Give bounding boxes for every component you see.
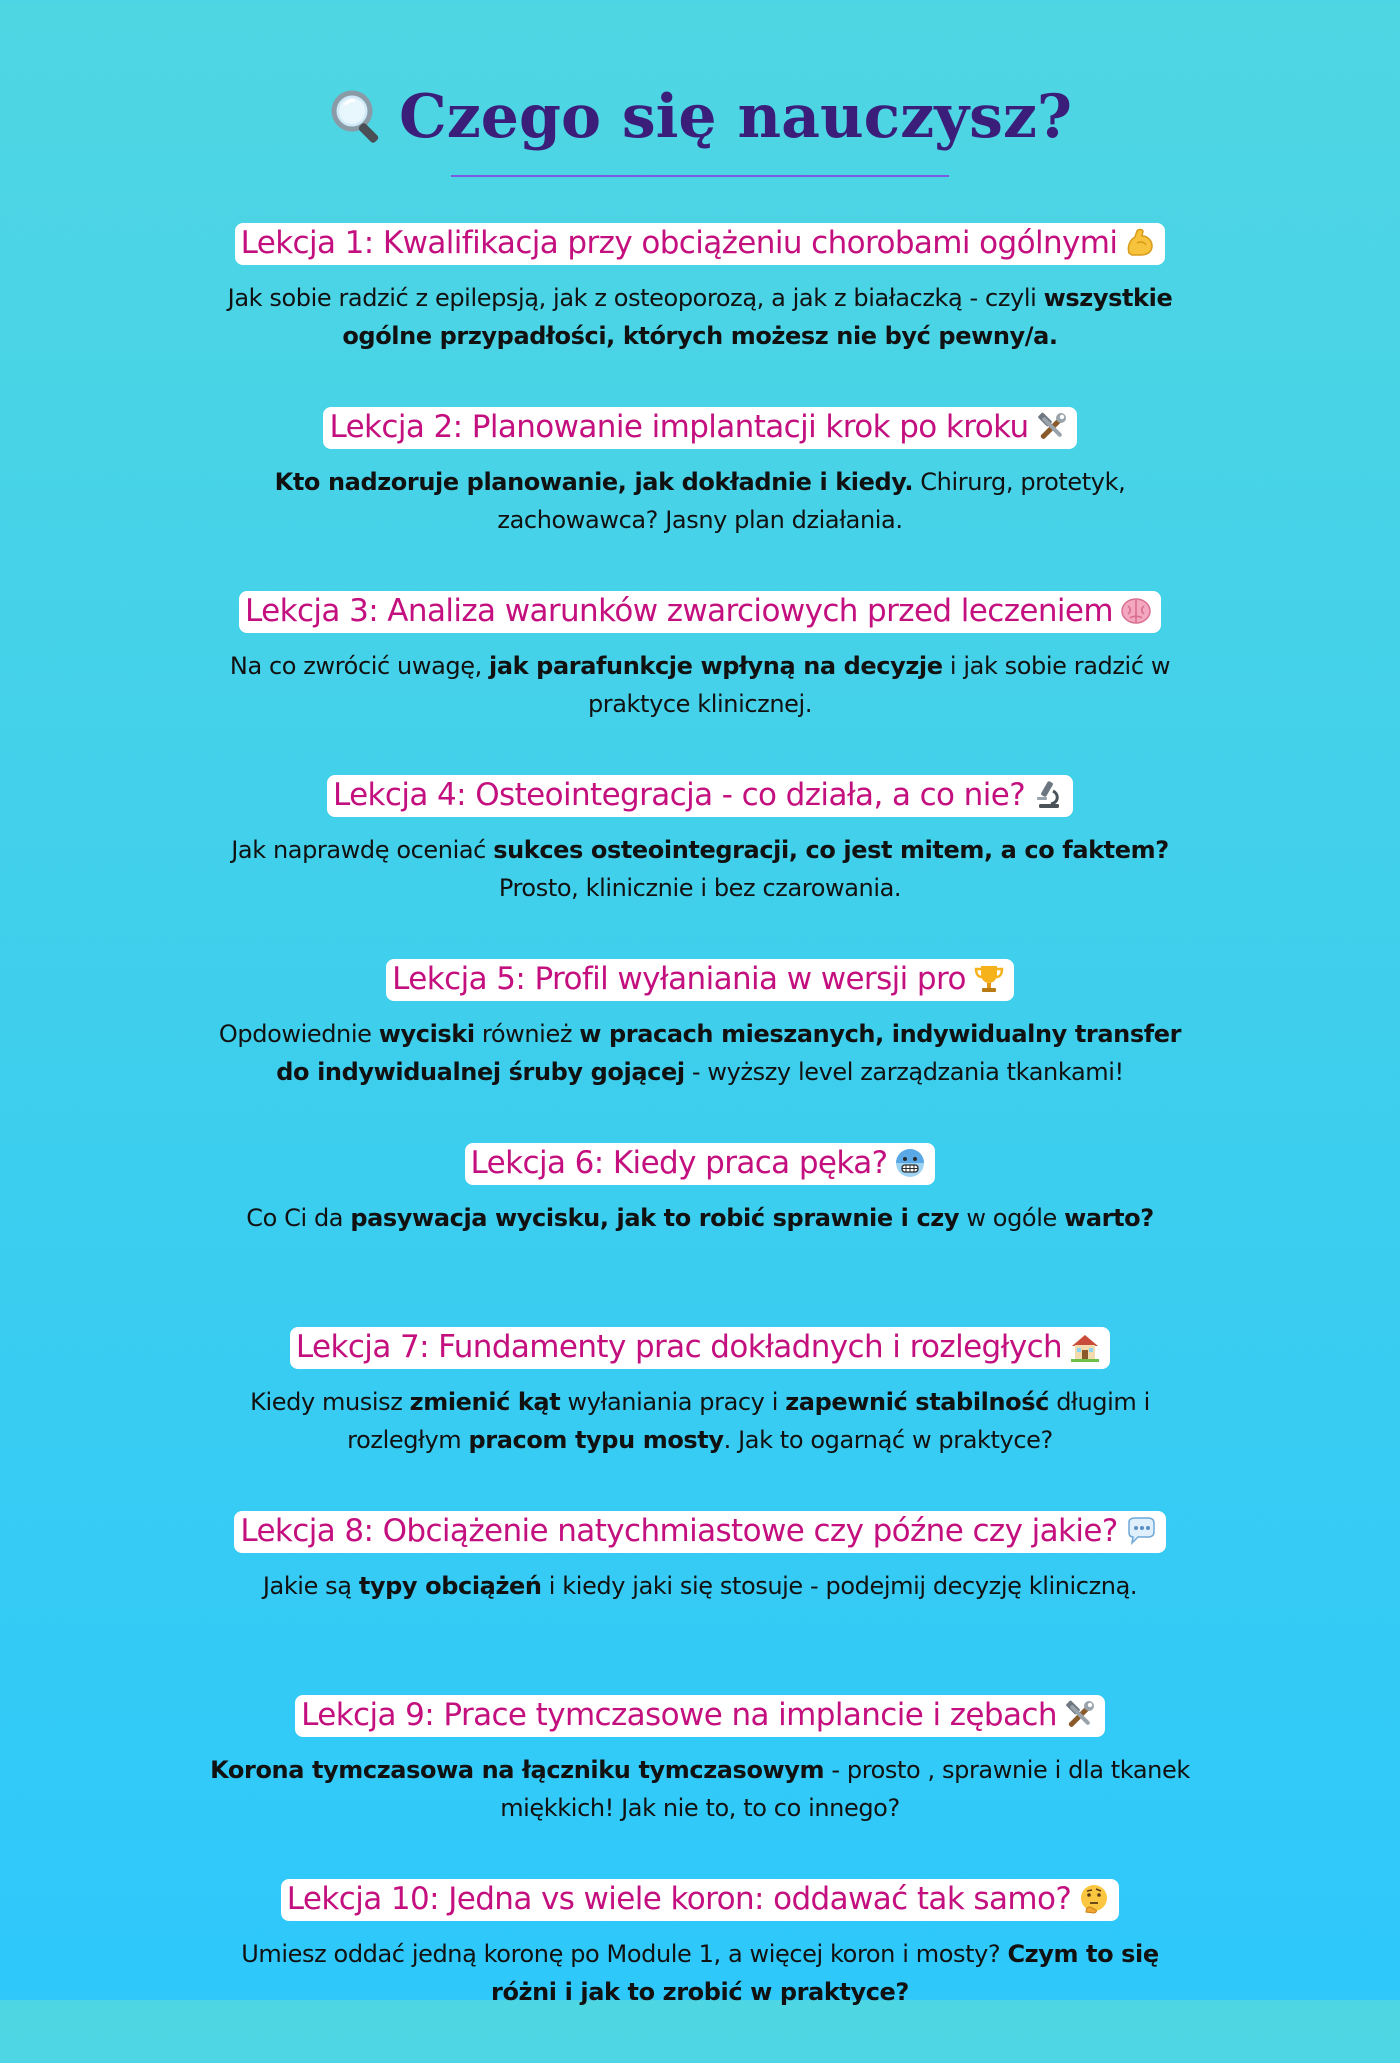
- lesson-description-bold: Korona tymczasowa na łączniku tymczasowym: [210, 1756, 825, 1784]
- title-divider: [451, 175, 949, 177]
- lesson-description-bold: jak parafunkcje wpłyną na decyzje: [489, 652, 943, 680]
- lesson-title: Lekcja 7: Fundamenty prac dokładnych i rozległych: [295, 1329, 1063, 1365]
- lesson-list: [0, 223, 1400, 2063]
- lesson-heading-box: [295, 1695, 1105, 1737]
- lesson-description-bold: wszystkie ogólne przypadłości, których możesz nie być pewny/a.: [342, 284, 1173, 350]
- flexed-biceps-icon: [1123, 226, 1157, 260]
- lesson-title: Lekcja 2: Planowanie implantacji krok po kroku: [329, 409, 1029, 445]
- lesson-description-text: w ogóle: [959, 1204, 1065, 1232]
- lesson-description: [210, 647, 1190, 723]
- lesson-heading-box: [465, 1143, 936, 1185]
- microscope-icon: [1031, 778, 1065, 812]
- lesson-description: [210, 463, 1190, 539]
- lesson-description-bold: typy obciążeń: [358, 1572, 542, 1600]
- lesson-description-text: długim i rozległym: [347, 1388, 1150, 1454]
- lesson-1: [0, 223, 1400, 407]
- lesson-description-text: . Jak to ogarnąć w praktyce?: [723, 1426, 1053, 1454]
- lesson-description-text: Jak sobie radzić z epilepsją, jak z osteoporozą, a jak z białaczką - czyli: [227, 284, 1044, 312]
- hammer-and-wrench-icon: [1035, 410, 1069, 444]
- lesson-7: [0, 1327, 1400, 1511]
- lesson-description-text: Co Ci da: [246, 1204, 351, 1232]
- lesson-description: [210, 1199, 1190, 1237]
- lesson-description-bold: sukces osteointegracji, co jest mitem, a co faktem?: [493, 836, 1169, 864]
- lesson-description-text: - wyższy level zarządzania tkankami!: [684, 1058, 1124, 1086]
- lesson-heading-box: [239, 591, 1161, 633]
- lesson-title: Lekcja 6: Kiedy praca pęka?: [470, 1145, 888, 1181]
- lesson-description-text: Opdowiednie: [218, 1020, 379, 1048]
- speech-bubble-icon: [1124, 1514, 1158, 1548]
- lesson-description-bold: Czym to się różni i jak to zrobić w praktyce?: [491, 1940, 1159, 2006]
- lesson-description-text: i kiedy jaki się stosuje - podejmij decyzję kliniczną.: [541, 1572, 1138, 1600]
- lesson-description-text: Na co zwrócić uwagę,: [229, 652, 490, 680]
- lesson-heading-box: [234, 1511, 1165, 1553]
- brain-icon: [1119, 594, 1153, 628]
- lesson-description-bold: pracom typu mosty: [468, 1426, 724, 1454]
- lesson-description-bold: pasywacja wycisku, jak to robić sprawnie i czy: [350, 1204, 960, 1232]
- trophy-icon: [972, 962, 1006, 996]
- page-title: Czego się nauczysz?: [398, 82, 1073, 152]
- lesson-heading-box: [327, 775, 1073, 817]
- lesson-description: [210, 1751, 1190, 1827]
- lesson-description-bold: wyciski: [378, 1020, 475, 1048]
- lesson-description-text: - prosto , sprawnie i dla tkanek miękkich! Jak nie to, to co innego?: [500, 1756, 1190, 1822]
- hammer-and-wrench-icon: [1063, 1698, 1097, 1732]
- lesson-10: [0, 1879, 1400, 2063]
- lesson-title: Lekcja 8: Obciążenie natychmiastowe czy późne czy jakie?: [240, 1513, 1118, 1549]
- lesson-title: Lekcja 5: Profil wyłaniania w wersji pro: [392, 961, 966, 997]
- lesson-description-text: również: [474, 1020, 580, 1048]
- lesson-heading-box: [386, 959, 1014, 1001]
- lesson-description-bold: zmienić kąt: [409, 1388, 561, 1416]
- lesson-title: Lekcja 9: Prace tymczasowe na implancie i zębach: [301, 1697, 1057, 1733]
- page-header: [0, 82, 1400, 152]
- house-icon: [1068, 1330, 1102, 1364]
- lesson-title: Lekcja 10: Jedna vs wiele koron: oddawać tak samo?: [286, 1881, 1072, 1917]
- lesson-title: Lekcja 3: Analiza warunków zwarciowych przed leczeniem: [245, 593, 1113, 629]
- lesson-description-bold: warto?: [1064, 1204, 1154, 1232]
- lesson-description-text: Chirurg, protetyk, zachowawca? Jasny plan działania.: [497, 468, 1126, 534]
- magnifier-icon: [328, 87, 388, 147]
- lesson-description-text: wyłaniania pracy i: [560, 1388, 786, 1416]
- lesson-3: [0, 591, 1400, 775]
- lesson-heading-box: [323, 407, 1076, 449]
- lesson-heading-box: [290, 1327, 1110, 1369]
- lesson-5: [0, 959, 1400, 1143]
- lesson-description: [210, 1567, 1190, 1605]
- lesson-description-bold: zapewnić stabilność: [785, 1388, 1049, 1416]
- lesson-description-text: Umiesz oddać jedną koronę po Module 1, a więcej koron i mosty?: [241, 1940, 1008, 1968]
- lesson-description: [210, 1015, 1190, 1091]
- lesson-description-text: Prosto, klinicznie i bez czarowania.: [498, 874, 902, 902]
- lesson-6: [0, 1143, 1400, 1327]
- lesson-4: [0, 775, 1400, 959]
- lesson-description: [210, 1383, 1190, 1459]
- lesson-description-text: Kiedy musisz: [250, 1388, 410, 1416]
- lesson-8: [0, 1511, 1400, 1695]
- thinking-face-icon: [1077, 1882, 1111, 1916]
- lesson-description-text: Jakie są: [262, 1572, 359, 1600]
- lesson-9: [0, 1695, 1400, 1879]
- lesson-description-bold: Kto nadzoruje planowanie, jak dokładnie i kiedy.: [274, 468, 914, 496]
- lesson-description-bold: w pracach mieszanych, indywidualny transfer do indywidualnej śruby gojącej: [276, 1020, 1182, 1086]
- lesson-description: [210, 279, 1190, 355]
- lesson-2: [0, 407, 1400, 591]
- lesson-title: Lekcja 1: Kwalifikacja przy obciążeniu chorobami ogólnymi: [240, 225, 1118, 261]
- lesson-description-text: i jak sobie radzić w praktyce klinicznej.: [587, 652, 1171, 718]
- lesson-description: [210, 831, 1190, 907]
- lesson-title: Lekcja 4: Osteointegracja - co działa, a co nie?: [332, 777, 1026, 813]
- lesson-description-text: Jak naprawdę oceniać: [231, 836, 494, 864]
- lesson-heading-box: [235, 223, 1166, 265]
- lesson-heading-box: [281, 1879, 1119, 1921]
- grimacing-face-icon: [893, 1146, 927, 1180]
